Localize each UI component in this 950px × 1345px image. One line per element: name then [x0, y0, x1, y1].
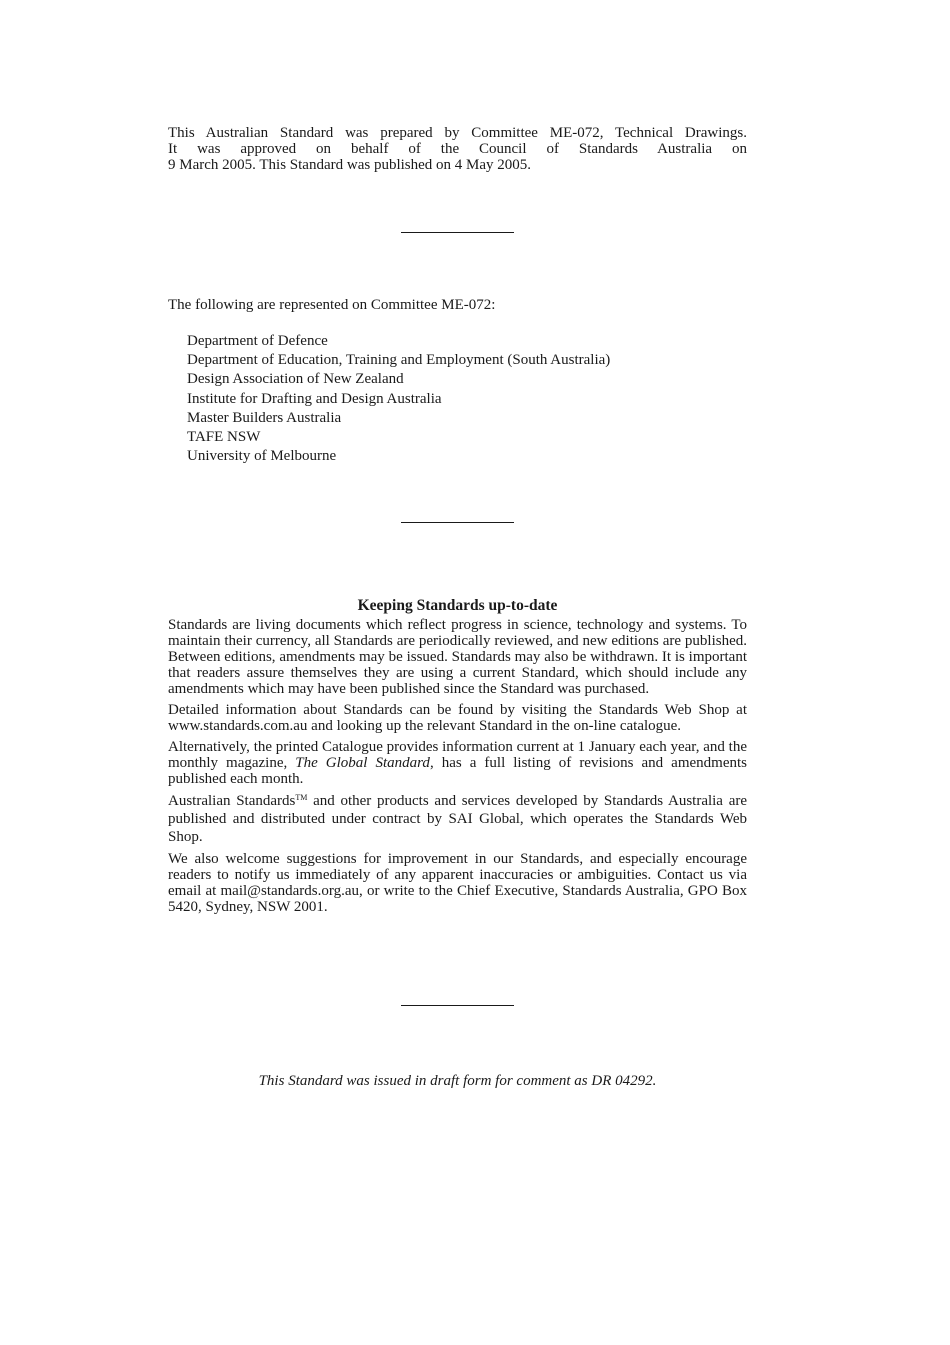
section-divider-1 — [401, 232, 514, 233]
committee-member-list — [187, 332, 610, 466]
paragraph-text: and other products and services developed by Standards Australia are published and distributed under contract by SAI Global, which operates the Standards Web Shop. — [168, 793, 748, 845]
committee-member: Institute for Drafting and Design Australia — [187, 390, 442, 407]
committee-member: Department of Education, Training and Employment (South Australia) — [187, 352, 611, 369]
preparation-line-1: This Australian Standard was prepared by Committee ME-072, Technical Drawings. — [168, 125, 747, 141]
keeping-up-to-date-section — [168, 596, 747, 920]
section-divider-2 — [401, 522, 514, 523]
paragraph-text: Alternatively, the printed Catalogue provides information current at 1 January each year, and the monthly magazine, — [168, 739, 747, 771]
preparation-note — [168, 125, 747, 173]
committee-member: Department of Defence — [187, 333, 328, 349]
section-divider-3 — [401, 1005, 514, 1006]
paragraph-text: , has a full listing of revisions and amendments published each month. — [168, 755, 747, 787]
keeping-paragraph-2: Detailed information about Standards can be found by visiting the Standards Web Shop at www.standards.com.au and looking up the relevant Standard in the on-line catalogue. — [168, 702, 747, 734]
committee-member: Master Builders Australia — [187, 409, 342, 426]
section-heading: Keeping Standards up-to-date — [357, 597, 558, 614]
keeping-paragraph-4 — [168, 792, 747, 846]
trademark-mark: TM — [295, 793, 308, 802]
magazine-title: The Global Standard — [295, 755, 430, 771]
keeping-paragraph-3 — [168, 739, 747, 787]
committee-member: University of Melbourne — [187, 448, 337, 465]
keeping-paragraph-1: Standards are living documents which reflect progress in science, technology and systems. To maintain their currency, all Standards are periodically reviewed, and new editions are published. Between editions, amendments may be issued. Standards may also be withdrawn. It is important that readers assure themselves they are using a current Standard, which should include any amendments which may have been published since the Standard was purchased. — [168, 617, 747, 697]
committee-member: TAFE NSW — [187, 429, 261, 446]
preparation-line-3: 9 March 2005. This Standard was published on 4 May 2005. — [168, 157, 532, 173]
paragraph-text: Australian Standards — [168, 793, 296, 809]
keeping-paragraph-5: We also welcome suggestions for improvement in our Standards, and especially encourage readers to notify us immediately of any apparent inaccuracies or ambiguities. Contact us via email at mail@standards.org.au, or write to the Chief Executive, Standards Australia, GPO Box 5420, Sydney, NSW 2001. — [168, 851, 747, 915]
committee-intro: The following are represented on Committee ME-072: — [168, 297, 496, 313]
preparation-line-2: It was approved on behalf of the Council of Standards Australia on — [168, 141, 747, 157]
committee-member: Design Association of New Zealand — [187, 371, 404, 388]
draft-note: This Standard was issued in draft form for comment as DR 04292. — [258, 1073, 657, 1089]
